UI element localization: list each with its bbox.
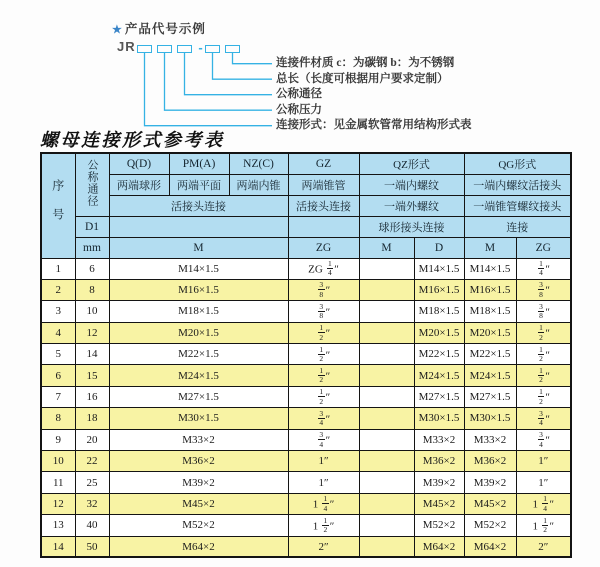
cell-qg-m: M18×1.5 [464,301,516,322]
header-ball-joint-conn: 球形接头连接 [359,216,464,237]
table-row [41,515,571,536]
table-row [41,258,571,279]
cell-m: M14×1.5 [109,258,288,279]
empty-cell [109,216,288,237]
code-label-nominal-diameter: 公称通径 [276,88,322,100]
header-group-pma: PM(A) [169,153,229,174]
cell-m: M20×1.5 [109,322,288,343]
table-row [41,493,571,514]
code-label-material: 连接件材质 c：为碳钢 b：为不锈钢 [276,57,455,69]
code-box-nominal-diameter [177,45,192,53]
cell-qz-m [359,472,414,493]
cell-qz-m [359,536,414,557]
cell-qz-m [359,386,414,407]
cell-qg-m: M24×1.5 [464,365,516,386]
header-endtype-qg: 一端内螺纹活接头 [464,174,571,195]
cell-qz-m [359,429,414,450]
code-label-nominal-pressure: 公称压力 [276,103,322,116]
header-conn-union-gz: 活接头连接 [288,195,359,216]
cell-gz: 1 $\frac{1}{4}$ ″ [288,493,359,514]
cell-qg-zg: $\frac{3}{4}$ ″ [516,429,571,450]
diagram-title-text: 产品代号示例 [124,22,206,36]
cell-dn: 15 [75,365,109,386]
cell-dn: 50 [75,536,109,557]
header-group-nzc: NZ(C) [229,153,288,174]
cell-seq: 4 [41,322,75,343]
header-endtype-qd: 两端球形 [109,174,169,195]
empty-cell [288,216,359,237]
cell-qz-m [359,493,414,514]
cell-qz-m [359,279,414,300]
cell-qg-m: M30×1.5 [464,408,516,429]
cell-qz-d: M20×1.5 [414,322,464,343]
cell-seq: 5 [41,344,75,365]
cell-qz-d: M18×1.5 [414,301,464,322]
cell-qg-m: M20×1.5 [464,322,516,343]
cell-gz: 1″ [288,451,359,472]
cell-qg-zg: $\frac{1}{2}$ ″ [516,322,571,343]
cell-dn: 14 [75,344,109,365]
table-row [41,301,571,322]
cell-qz-d: M64×2 [414,536,464,557]
product-code-prefix: JR [117,39,136,54]
header-endtype-pma: 两端平面 [169,174,229,195]
cell-gz: $\frac{1}{2}$ ″ [288,322,359,343]
cell-gz: 2″ [288,536,359,557]
nut-connection-table [40,152,572,558]
header-conn-union: 活接头连接 [109,195,288,216]
cell-qg-m: M52×2 [464,515,516,536]
header-unit-m: M [109,237,288,258]
header-endtype-nzc: 两端内锥 [229,174,288,195]
cell-seq: 7 [41,386,75,407]
cell-qz-d: M16×1.5 [414,279,464,300]
cell-m: M30×1.5 [109,408,288,429]
code-box-nominal-pressure [157,45,172,53]
cell-dn: 12 [75,322,109,343]
cell-qg-zg: $\frac{1}{2}$ ″ [516,386,571,407]
table-row [41,472,571,493]
code-label-total-length: 总长（长度可根据用户要求定制） [276,72,449,85]
cell-m: M45×2 [109,493,288,514]
cell-qg-zg: 1″ [516,472,571,493]
cell-qg-m: M64×2 [464,536,516,557]
table-row [41,344,571,365]
cell-qz-m [359,322,414,343]
cell-qg-zg: $\frac{1}{4}$ ″ [516,258,571,279]
table-row [41,451,571,472]
cell-seq: 1 [41,258,75,279]
cell-dn: 32 [75,493,109,514]
cell-dn: 16 [75,386,109,407]
table-row [41,408,571,429]
cell-qg-m: M14×1.5 [464,258,516,279]
header-unit-zg: ZG [288,237,359,258]
cell-gz: $\frac{3}{4}$ ″ [288,408,359,429]
cell-seq: 14 [41,536,75,557]
cell-dn: 8 [75,279,109,300]
code-separator: - [198,40,203,55]
cell-qg-m: M39×2 [464,472,516,493]
code-label-connection-form: 连接形式：见金属软管常用结构形式表 [276,119,472,131]
cell-qz-m [359,408,414,429]
cell-qg-m: M16×1.5 [464,279,516,300]
cell-m: M16×1.5 [109,279,288,300]
cell-qz-m [359,451,414,472]
cell-gz: $\frac{1}{2}$ ″ [288,344,359,365]
cell-qg-m: M36×2 [464,451,516,472]
cell-qg-zg: $\frac{1}{2}$ ″ [516,344,571,365]
cell-qg-m: M27×1.5 [464,386,516,407]
cell-gz: 1″ [288,472,359,493]
table-row [41,536,571,557]
cell-qg-m: M33×2 [464,429,516,450]
cell-m: M33×2 [109,429,288,450]
code-box-total-length [205,45,220,53]
cell-gz: 1 $\frac{1}{2}$ ″ [288,515,359,536]
cell-qz-d: M22×1.5 [414,344,464,365]
cell-qg-zg: 1 $\frac{1}{2}$ ″ [516,515,571,536]
cell-gz: $\frac{1}{2}$ ″ [288,386,359,407]
table-row [41,365,571,386]
table-title: 螺母连接形式参考表 [40,130,225,150]
header-conn-taper: 一端锥管螺纹接头 [464,195,571,216]
cell-gz: $\frac{3}{8}$ ″ [288,279,359,300]
cell-dn: 25 [75,472,109,493]
cell-qz-m [359,365,414,386]
cell-gz: ZG $\frac{1}{4}$ ″ [288,258,359,279]
cell-seq: 12 [41,493,75,514]
header-mm: mm [75,237,109,258]
cell-qz-d: M52×2 [414,515,464,536]
table-row [41,386,571,407]
cell-qz-d: M33×2 [414,429,464,450]
cell-dn: 22 [75,451,109,472]
header-group-gz: GZ [288,153,359,174]
cell-seq: 8 [41,408,75,429]
cell-qg-zg: 2″ [516,536,571,557]
cell-m: M22×1.5 [109,344,288,365]
cell-qz-m [359,344,414,365]
cell-qz-m [359,515,414,536]
table-row [41,429,571,450]
cell-qz-d: M45×2 [414,493,464,514]
header-group-qd: Q(D) [109,153,169,174]
cell-m: M36×2 [109,451,288,472]
cell-qz-d: M30×1.5 [414,408,464,429]
cell-dn: 6 [75,258,109,279]
cell-qg-m: M45×2 [464,493,516,514]
cell-qg-zg: 1 $\frac{1}{4}$ ″ [516,493,571,514]
cell-dn: 18 [75,408,109,429]
cell-m: M27×1.5 [109,386,288,407]
star-icon: ★ [112,24,123,36]
cell-qz-d: M24×1.5 [414,365,464,386]
cell-qz-d: M14×1.5 [414,258,464,279]
code-box-connection-form [137,45,152,53]
cell-m: M24×1.5 [109,365,288,386]
header-endtype-qz: 一端内螺纹 [359,174,464,195]
code-box-material [225,45,240,53]
cell-seq: 6 [41,365,75,386]
cell-gz: $\frac{3}{8}$ ″ [288,301,359,322]
cell-qg-zg: $\frac{3}{8}$ ″ [516,301,571,322]
table-row [41,322,571,343]
cell-qz-d: M27×1.5 [414,386,464,407]
cell-qz-m [359,301,414,322]
cell-m: M64×2 [109,536,288,557]
table-body [41,258,571,557]
cell-seq: 13 [41,515,75,536]
header-unit-qz-d: D [414,237,464,258]
cell-seq: 11 [41,472,75,493]
diagram-title [112,19,206,37]
table-header [41,153,571,258]
cell-qg-zg: $\frac{3}{8}$ ″ [516,279,571,300]
cell-m: M18×1.5 [109,301,288,322]
cell-dn: 20 [75,429,109,450]
header-group-qz: QZ形式 [359,153,464,174]
cell-qg-zg: $\frac{3}{4}$ ″ [516,408,571,429]
cell-m: M52×2 [109,515,288,536]
header-nominal-diameter: 公称通径 [75,153,109,216]
cell-seq: 10 [41,451,75,472]
cell-seq: 9 [41,429,75,450]
cell-seq: 3 [41,301,75,322]
header-endtype-gz: 两端锥管 [288,174,359,195]
cell-gz: $\frac{3}{4}$ ″ [288,429,359,450]
header-group-qg: QG形式 [464,153,571,174]
header-unit-qg-m: M [464,237,516,258]
header-conn-label: 连接 [464,216,571,237]
header-unit-qg-zg: ZG [516,237,571,258]
cell-m: M39×2 [109,472,288,493]
cell-dn: 40 [75,515,109,536]
table-row [41,279,571,300]
cell-qz-m [359,258,414,279]
code-labels [276,56,472,134]
cell-seq: 2 [41,279,75,300]
cell-qz-d: M39×2 [414,472,464,493]
header-seq: 序号 [41,153,75,258]
cell-qg-zg: $\frac{1}{2}$ ″ [516,365,571,386]
header-unit-qz-m: M [359,237,414,258]
cell-qg-m: M22×1.5 [464,344,516,365]
cell-qz-d: M36×2 [414,451,464,472]
cell-gz: $\frac{1}{2}$ ″ [288,365,359,386]
header-conn-ext-thread: 一端外螺纹 [359,195,464,216]
header-d1: D1 [75,216,109,237]
cell-dn: 10 [75,301,109,322]
cell-qg-zg: 1″ [516,451,571,472]
